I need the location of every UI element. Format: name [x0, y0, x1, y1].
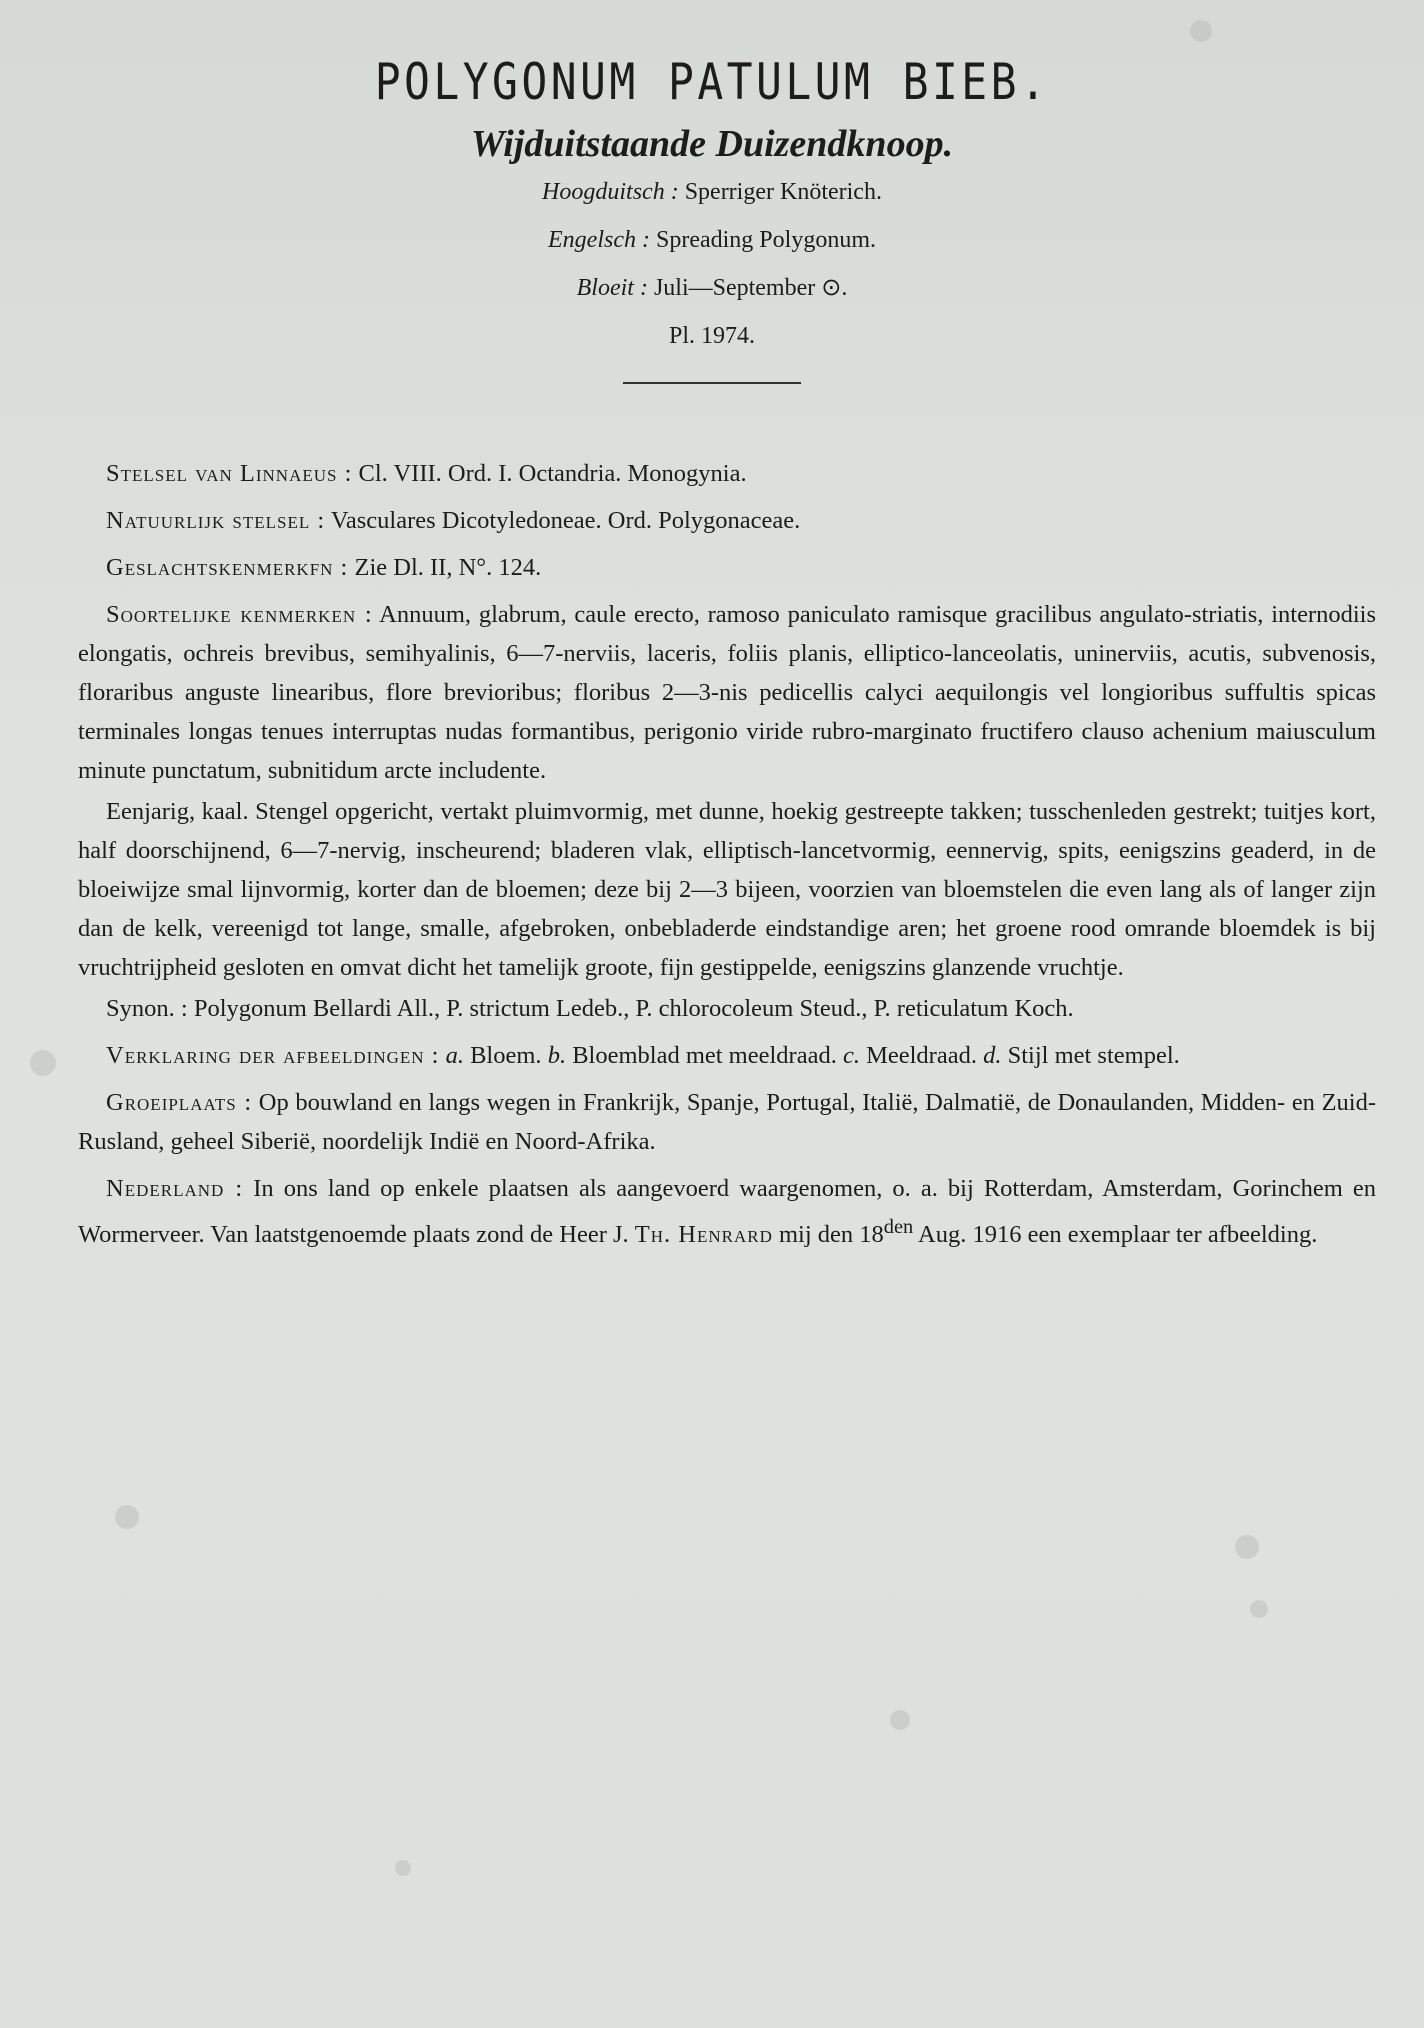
paper-spot — [30, 1050, 56, 1076]
natural-system-label: Natuurlijk stelsel : — [106, 507, 326, 534]
natural-system-paragraph — [78, 501, 1376, 540]
netherlands-text-2: mij den 18 — [772, 1221, 884, 1249]
genus-text: Zie Dl. II, N°. 124. — [348, 554, 542, 581]
species-paragraph — [78, 595, 1376, 790]
english-label: Engelsch : — [548, 227, 650, 253]
netherlands-label: Nederland : — [106, 1175, 244, 1202]
netherlands-text: In ons land op enkele plaatsen als aangevoerd waargenomen, o. a. bij Rotterdam, Amsterdam, Gorinchem en Wormerveer. Van laatstgenoemde plaats zond de Heer J. — [78, 1175, 1376, 1249]
plate-number: Pl. 1974. — [668, 323, 755, 349]
paper-spot — [395, 1860, 411, 1876]
paper-spot — [1250, 1600, 1268, 1618]
english-name-line — [0, 216, 1424, 264]
fig-b-letter: b. — [547, 1042, 567, 1069]
dutch-description-paragraph: Eenjarig, kaal. Stengel opgericht, vertakt pluimvormig, met dunne, hoekig gestreepte takken; tusschenleden gestrekt; tuitjes kort, half doorschijnend, 6—7-nervig, inscheurend; bladeren vlak, elliptisch-lancetvormig, eennervig, spits, eenigszins geaderd, in de bloeiwijze smal lijnvormig, korter dan de bloemen; deze bij 2—3 bijeen, voorzien van bloemstelen die even lang als of langer zijn dan de kelk, vereenigd tot lange, smalle, afgebroken, onbebladerde eindstandige aren; het groene rood omrande bloemdek is bij vruchtrijpheid gesloten en omvat dicht het tamelijk groote, fijn gestippelde, eenigszins glanzende vruchtje. — [78, 798, 1376, 981]
divider — [623, 382, 801, 384]
habitat-text: Op bouwland en langs wegen in Frankrijk, Spanje, Portugal, Italië, Dalmatië, de Donaulanden, Midden- en Zuid-Rusland, geheel Siberië, noordelijk Indië en Noord-Afrika. — [78, 1089, 1376, 1155]
bloom-line — [0, 264, 1424, 312]
species-label: Soortelijke kenmerken : — [106, 601, 373, 628]
synonyms-paragraph — [78, 989, 1376, 1028]
paper-spot — [1235, 1535, 1259, 1559]
linnaeus-label: Stelsel van Linnaeus : — [106, 460, 353, 487]
fig-c-text: Meeldraad. — [859, 1042, 984, 1069]
synonyms-text: Polygonum Bellardi All., P. strictum Ledeb., P. chlorocoleum Steud., P. reticulatum Koch. — [187, 995, 1074, 1022]
bloom-value: Juli—September ⊙. — [647, 275, 848, 301]
netherlands-paragraph — [78, 1169, 1376, 1254]
german-name-line — [0, 168, 1424, 216]
dutch-name: Wijduitstaande Duizendknoop. — [470, 123, 954, 165]
genus-label: Geslachtskenmerkfn : — [106, 554, 349, 581]
german-value: Sperriger Knöterich. — [678, 179, 882, 205]
paper-spot — [115, 1505, 139, 1529]
species-text: Annuum, glabrum, caule erecto, ramoso paniculato ramisque gracilibus angulato-striatis, internodiis elongatis, ochreis brevibus, semihyalinis, 6—7-nerviis, laceris, foliis planis, elliptico-lanceolatis, uninerviis, acutis, subvenosis, floraribus anguste linearibus, flore brevioribus; floribus 2—3-nis pedicellis calyci aequilongis vel longioribus suffultis spicas terminales longas tenues interruptas nudas formantibus, perigonio viride rubro-marginato fructifero clauso achenium maiusculum minute punctatum, subnitidum arcte includente. — [78, 601, 1376, 784]
habitat-label: Groeiplaats : — [106, 1089, 253, 1116]
german-label: Hoogduitsch : — [542, 179, 679, 205]
body-text — [78, 446, 1376, 1256]
netherlands-text-3: Aug. 1916 een exemplaar ter afbeelding. — [913, 1221, 1318, 1249]
figures-paragraph — [78, 1036, 1376, 1075]
fig-d-letter: d. — [983, 1042, 1002, 1069]
collector-name: Th. Henrard — [634, 1221, 773, 1249]
paper-spot — [890, 1710, 910, 1730]
page-title: POLYGONUM PATULUM BIEB. — [374, 53, 1050, 111]
fig-c-letter: c. — [842, 1042, 860, 1069]
genus-paragraph — [78, 548, 1376, 587]
english-value: Spreading Polygonum. — [649, 227, 876, 253]
fig-a-text: Bloem. — [463, 1042, 548, 1069]
fig-b-text: Bloemblad met meeldraad. — [566, 1042, 843, 1069]
figures-label: Verklaring der afbeeldingen : — [106, 1042, 440, 1069]
linnaeus-text: Cl. VIII. Ord. I. Octandria. Monogynia. — [352, 460, 747, 487]
bloom-label: Bloeit : — [576, 275, 648, 301]
linnaeus-paragraph — [78, 454, 1376, 493]
paper-spot — [1190, 20, 1212, 42]
fig-a-letter: a. — [445, 1042, 464, 1069]
date-superscript: den — [883, 1216, 914, 1238]
header — [0, 50, 1424, 384]
habitat-paragraph — [78, 1083, 1376, 1161]
natural-system-text: Vasculares Dicotyledoneae. Ord. Polygonaceae. — [325, 507, 801, 534]
fig-d-text: Stijl met stempel. — [1001, 1042, 1180, 1069]
synonyms-label: Synon. : — [106, 995, 188, 1022]
